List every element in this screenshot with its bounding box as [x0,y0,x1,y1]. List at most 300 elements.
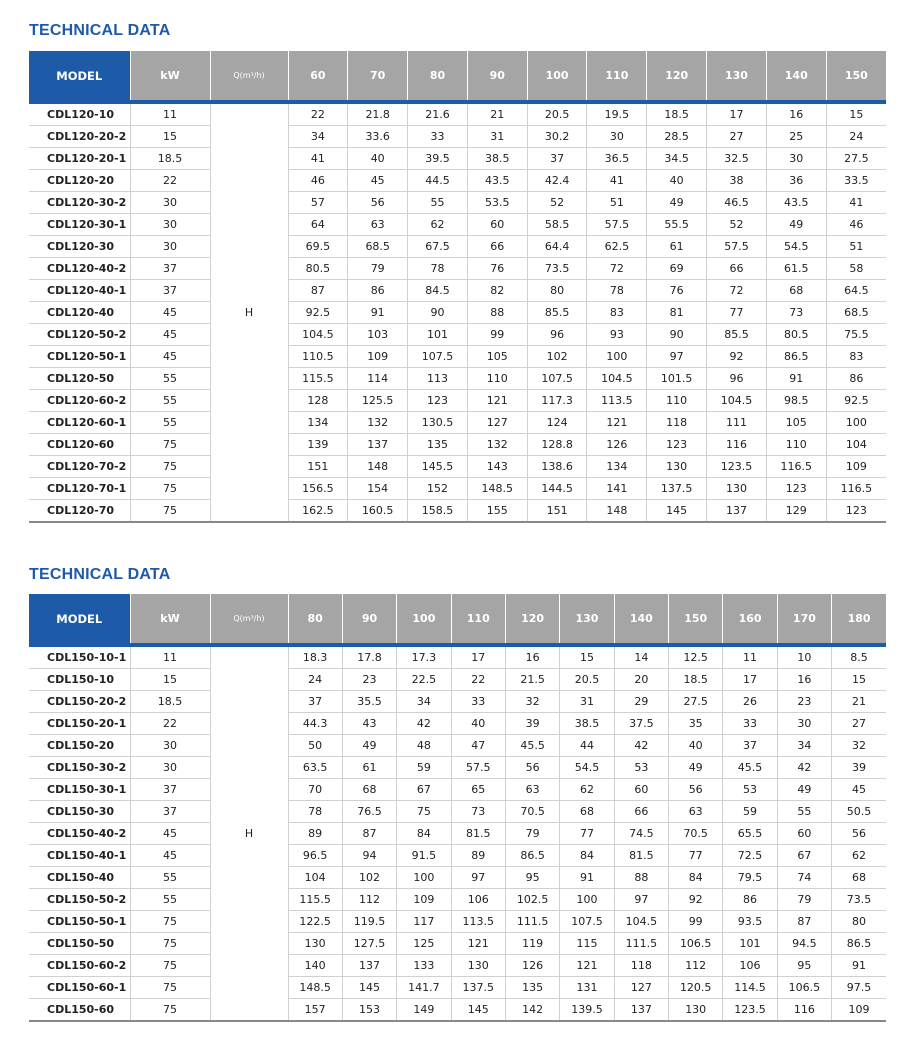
header-flow-90: 90 [342,594,396,645]
head-value-cell: 40 [647,170,707,192]
head-value-cell: 15 [832,669,886,691]
head-value-cell: 91.5 [397,845,451,867]
model-cell: CDL150-30-1 [29,779,130,801]
head-value-cell: 123.5 [723,999,777,1022]
head-value-cell: 141.7 [397,977,451,999]
head-value-cell: 115.5 [288,889,342,911]
head-value-cell: 154 [348,478,408,500]
head-value-cell: 65.5 [723,823,777,845]
table-row [29,456,886,478]
table-row [29,500,886,523]
table-row [29,302,886,324]
head-value-cell: 42.4 [527,170,587,192]
section-title-cdl120: TECHNICAL DATA [29,22,171,39]
model-cell: CDL150-20-2 [29,691,130,713]
head-value-cell: 42 [614,735,668,757]
head-value-cell: 99 [669,911,723,933]
head-value-cell: 112 [669,955,723,977]
head-value-cell: 152 [408,478,468,500]
head-value-cell: 67 [397,779,451,801]
head-value-cell: 56 [505,757,559,779]
kw-cell: 55 [130,867,210,889]
header-flow-70: 70 [348,51,408,102]
kw-cell: 55 [130,368,210,390]
head-value-cell: 160.5 [348,500,408,523]
head-value-cell: 119.5 [342,911,396,933]
head-value-cell: 88 [467,302,527,324]
head-value-cell: 123 [826,500,886,523]
head-value-cell: 23 [342,669,396,691]
head-value-cell: 104.5 [288,324,348,346]
table-row [29,669,886,691]
table-row [29,280,886,302]
head-value-cell: 40 [669,735,723,757]
head-value-cell: 63 [505,779,559,801]
kw-cell: 75 [130,500,210,523]
head-value-cell: 116 [777,999,831,1022]
head-value-cell: 45.5 [505,735,559,757]
head-value-cell: 44 [560,735,614,757]
head-label-cell [210,977,288,999]
head-value-cell: 33.5 [826,170,886,192]
head-value-cell: 46 [826,214,886,236]
kw-cell: 18.5 [130,691,210,713]
head-value-cell: 18.5 [669,669,723,691]
head-value-cell: 70 [288,779,342,801]
head-value-cell: 24 [288,669,342,691]
head-value-cell: 57.5 [587,214,647,236]
head-value-cell: 86 [723,889,777,911]
head-value-cell: 162.5 [288,500,348,523]
head-value-cell: 97.5 [832,977,886,999]
head-value-cell: 45 [348,170,408,192]
head-value-cell: 17.8 [342,645,396,669]
header-flow-110: 110 [587,51,647,102]
head-value-cell: 53.5 [467,192,527,214]
model-cell: CDL120-50-1 [29,346,130,368]
head-value-cell: 8.5 [832,645,886,669]
head-value-cell: 51 [587,192,647,214]
model-cell: CDL120-70 [29,500,130,523]
head-value-cell: 144.5 [527,478,587,500]
head-value-cell: 70.5 [505,801,559,823]
model-cell: CDL120-30-2 [29,192,130,214]
head-value-cell: 27.5 [669,691,723,713]
head-value-cell: 113.5 [451,911,505,933]
technical-data-table-cdl150 [29,594,886,1022]
head-value-cell: 137 [348,434,408,456]
head-label-cell [210,713,288,735]
head-value-cell: 72 [707,280,767,302]
head-value-cell: 22 [451,669,505,691]
head-value-cell: 33 [723,713,777,735]
head-value-cell: 151 [527,500,587,523]
head-value-cell: 58 [826,258,886,280]
head-value-cell: 135 [408,434,468,456]
head-value-cell: 106 [723,955,777,977]
head-value-cell: 130 [288,933,342,955]
head-value-cell: 39 [832,757,886,779]
model-cell: CDL150-10 [29,669,130,691]
head-value-cell: 111 [707,412,767,434]
kw-cell: 75 [130,478,210,500]
head-value-cell: 22 [288,102,348,126]
head-value-cell: 36.5 [587,148,647,170]
head-value-cell: 126 [587,434,647,456]
head-value-cell: 131 [560,977,614,999]
head-value-cell: 17 [707,102,767,126]
head-value-cell: 68.5 [348,236,408,258]
head-value-cell: 116.5 [826,478,886,500]
kw-cell: 75 [130,911,210,933]
head-value-cell: 55.5 [647,214,707,236]
kw-cell: 37 [130,280,210,302]
head-value-cell: 103 [348,324,408,346]
head-value-cell: 69.5 [288,236,348,258]
head-value-cell: 123.5 [707,456,767,478]
head-label-cell [210,933,288,955]
header-flow-180: 180 [832,594,886,645]
head-value-cell: 85.5 [707,324,767,346]
head-value-cell: 130.5 [408,412,468,434]
head-value-cell: 109 [826,456,886,478]
head-value-cell: 78 [587,280,647,302]
head-value-cell: 38 [707,170,767,192]
head-value-cell: 110 [766,434,826,456]
head-value-cell: 90 [647,324,707,346]
head-value-cell: 109 [348,346,408,368]
head-value-cell: 54.5 [766,236,826,258]
head-value-cell: 34 [777,735,831,757]
head-value-cell: 110 [647,390,707,412]
head-value-cell: 70.5 [669,823,723,845]
header-flow-140: 140 [614,594,668,645]
head-value-cell: 17 [723,669,777,691]
section-title-cdl150: TECHNICAL DATA [29,566,171,583]
header-flow-80: 80 [408,51,468,102]
head-value-cell: 127 [467,412,527,434]
head-value-cell: 25 [766,126,826,148]
head-value-cell: 84 [669,867,723,889]
head-value-cell: 39 [505,713,559,735]
head-value-cell: 33 [408,126,468,148]
head-label-cell [210,236,288,258]
head-value-cell: 73 [766,302,826,324]
head-value-cell: 87 [777,911,831,933]
header-flow-120: 120 [647,51,707,102]
head-value-cell: 86 [348,280,408,302]
head-value-cell: 148.5 [467,478,527,500]
technical-data-table-cdl120 [29,51,886,523]
head-value-cell: 59 [397,757,451,779]
table-row [29,645,886,669]
head-value-cell: 74 [777,867,831,889]
head-label-cell [210,126,288,148]
table-row [29,148,886,170]
head-value-cell: 62 [408,214,468,236]
head-value-cell: 106 [451,889,505,911]
header-flow-110: 110 [451,594,505,645]
head-value-cell: 92.5 [826,390,886,412]
model-cell: CDL120-20-1 [29,148,130,170]
head-label-cell [210,500,288,523]
head-value-cell: 109 [397,889,451,911]
head-value-cell: 53 [614,757,668,779]
head-value-cell: 157 [288,999,342,1022]
kw-cell: 75 [130,955,210,977]
kw-cell: 55 [130,412,210,434]
table-row [29,390,886,412]
head-value-cell: 51 [826,236,886,258]
header-flow-150: 150 [826,51,886,102]
head-value-cell: 30 [766,148,826,170]
head-value-cell: 16 [777,669,831,691]
head-value-cell: 55 [777,801,831,823]
model-cell: CDL120-20-2 [29,126,130,148]
head-value-cell: 67 [777,845,831,867]
head-value-cell: 123 [408,390,468,412]
head-value-cell: 155 [467,500,527,523]
table-row [29,757,886,779]
table-row [29,126,886,148]
head-value-cell: 121 [451,933,505,955]
head-value-cell: 96 [527,324,587,346]
head-value-cell: 43.5 [766,192,826,214]
head-value-cell: 98.5 [766,390,826,412]
head-value-cell: 68 [766,280,826,302]
head-value-cell: 104.5 [614,911,668,933]
head-value-cell: 57.5 [451,757,505,779]
head-value-cell: 81.5 [451,823,505,845]
header-model: MODEL [29,51,130,102]
head-value-cell: 145 [647,500,707,523]
kw-cell: 75 [130,456,210,478]
head-value-cell: 32 [505,691,559,713]
head-value-cell: 123 [766,478,826,500]
head-label-cell [210,757,288,779]
kw-cell: 75 [130,999,210,1022]
head-value-cell: 115.5 [288,368,348,390]
head-value-cell: 130 [669,999,723,1022]
model-cell: CDL120-30 [29,236,130,258]
kw-cell: 45 [130,346,210,368]
head-value-cell: 86.5 [766,346,826,368]
table-row [29,192,886,214]
head-value-cell: 119 [505,933,559,955]
head-value-cell: 75.5 [826,324,886,346]
head-value-cell: 74.5 [614,823,668,845]
model-cell: CDL150-60 [29,999,130,1022]
table-row [29,691,886,713]
table-row [29,368,886,390]
head-value-cell: 102 [342,867,396,889]
head-value-cell: 56 [348,192,408,214]
head-value-cell: 107.5 [408,346,468,368]
head-value-cell: 27 [832,713,886,735]
head-value-cell: 134 [587,456,647,478]
head-value-cell: 43 [342,713,396,735]
head-label-cell [210,102,288,126]
head-value-cell: 33 [451,691,505,713]
head-label-cell [210,955,288,977]
head-label-cell [210,735,288,757]
header-flow-80: 80 [288,594,342,645]
head-value-cell: 93.5 [723,911,777,933]
head-value-cell: 125.5 [348,390,408,412]
head-label-cell [210,390,288,412]
header-flow-rate: Q(m³/h) [210,51,288,102]
head-value-cell: 86 [826,368,886,390]
head-value-cell: 16 [766,102,826,126]
model-cell: CDL150-50-1 [29,911,130,933]
head-value-cell: 145 [451,999,505,1022]
head-value-cell: 65 [451,779,505,801]
head-value-cell: 66 [707,258,767,280]
head-value-cell: 107.5 [527,368,587,390]
head-value-cell: 61 [647,236,707,258]
model-cell: CDL120-40-2 [29,258,130,280]
header-kw: kW [130,594,210,645]
head-value-cell: 116 [707,434,767,456]
kw-cell: 30 [130,757,210,779]
head-value-cell: 37 [288,691,342,713]
head-value-cell: 60 [467,214,527,236]
header-flow-60: 60 [288,51,348,102]
head-value-cell: 37.5 [614,713,668,735]
head-value-cell: 62.5 [587,236,647,258]
head-value-cell: 110.5 [288,346,348,368]
head-value-cell: 91 [766,368,826,390]
model-cell: CDL120-10 [29,102,130,126]
head-value-cell: 121 [560,955,614,977]
model-cell: CDL120-50-2 [29,324,130,346]
head-value-cell: 134 [288,412,348,434]
head-label-cell [210,148,288,170]
head-value-cell: 133 [397,955,451,977]
model-cell: CDL150-10-1 [29,645,130,669]
head-value-cell: 10 [777,645,831,669]
table-row [29,214,886,236]
model-cell: CDL120-30-1 [29,214,130,236]
head-value-cell: 62 [832,845,886,867]
head-value-cell: 80 [527,280,587,302]
table-row [29,102,886,126]
kw-cell: 22 [130,170,210,192]
head-value-cell: 15 [826,102,886,126]
kw-cell: 18.5 [130,148,210,170]
head-value-cell: 37 [527,148,587,170]
head-value-cell: 68 [560,801,614,823]
head-value-cell: 26 [723,691,777,713]
head-value-cell: 100 [826,412,886,434]
model-cell: CDL150-40 [29,867,130,889]
model-cell: CDL150-30 [29,801,130,823]
table-row [29,170,886,192]
model-cell: CDL150-60-2 [29,955,130,977]
head-value-cell: 124 [527,412,587,434]
head-value-cell: 72 [587,258,647,280]
head-value-cell: 107.5 [560,911,614,933]
head-value-cell: 21 [467,102,527,126]
head-value-cell: 129 [766,500,826,523]
header-flow-160: 160 [723,594,777,645]
head-label-cell [210,867,288,889]
head-value-cell: 12.5 [669,645,723,669]
model-cell: CDL120-40-1 [29,280,130,302]
head-label-cell [210,258,288,280]
head-label-cell [210,691,288,713]
head-value-cell: 117.3 [527,390,587,412]
header-flow-rate: Q(m³/h) [210,594,288,645]
head-value-cell: 100 [397,867,451,889]
head-value-cell: 137 [342,955,396,977]
head-value-cell: 42 [397,713,451,735]
head-value-cell: 38.5 [467,148,527,170]
head-label-cell: H [210,823,288,845]
head-value-cell: 139.5 [560,999,614,1022]
head-label-cell [210,214,288,236]
kw-cell: 55 [130,390,210,412]
model-cell: CDL150-40-1 [29,845,130,867]
head-value-cell: 68.5 [826,302,886,324]
model-cell: CDL150-30-2 [29,757,130,779]
kw-cell: 45 [130,302,210,324]
head-value-cell: 104 [826,434,886,456]
head-value-cell: 63 [348,214,408,236]
head-value-cell: 80 [832,911,886,933]
head-value-cell: 40 [348,148,408,170]
head-value-cell: 41 [288,148,348,170]
head-value-cell: 116.5 [766,456,826,478]
model-cell: CDL120-50 [29,368,130,390]
header-flow-100: 100 [397,594,451,645]
head-value-cell: 137.5 [647,478,707,500]
head-value-cell: 17 [451,645,505,669]
head-label-cell [210,280,288,302]
head-value-cell: 102.5 [505,889,559,911]
head-value-cell: 139 [288,434,348,456]
head-value-cell: 49 [342,735,396,757]
head-value-cell: 21.8 [348,102,408,126]
head-value-cell: 50 [288,735,342,757]
head-label-cell [210,801,288,823]
head-value-cell: 104 [288,867,342,889]
head-value-cell: 81 [647,302,707,324]
head-value-cell: 83 [826,346,886,368]
head-value-cell: 121 [587,412,647,434]
head-value-cell: 79.5 [723,867,777,889]
table-row [29,478,886,500]
head-value-cell: 106.5 [777,977,831,999]
head-value-cell: 86.5 [832,933,886,955]
head-value-cell: 88 [614,867,668,889]
head-value-cell: 135 [505,977,559,999]
head-value-cell: 68 [832,867,886,889]
head-value-cell: 32.5 [707,148,767,170]
header-flow-150: 150 [669,594,723,645]
head-value-cell: 18.3 [288,645,342,669]
header-kw: kW [130,51,210,102]
table-row [29,324,886,346]
head-value-cell: 112 [342,889,396,911]
head-value-cell: 93 [587,324,647,346]
head-value-cell: 30.2 [527,126,587,148]
head-value-cell: 111.5 [505,911,559,933]
head-value-cell: 34.5 [647,148,707,170]
head-label-cell [210,889,288,911]
header-flow-90: 90 [467,51,527,102]
head-value-cell: 63 [669,801,723,823]
